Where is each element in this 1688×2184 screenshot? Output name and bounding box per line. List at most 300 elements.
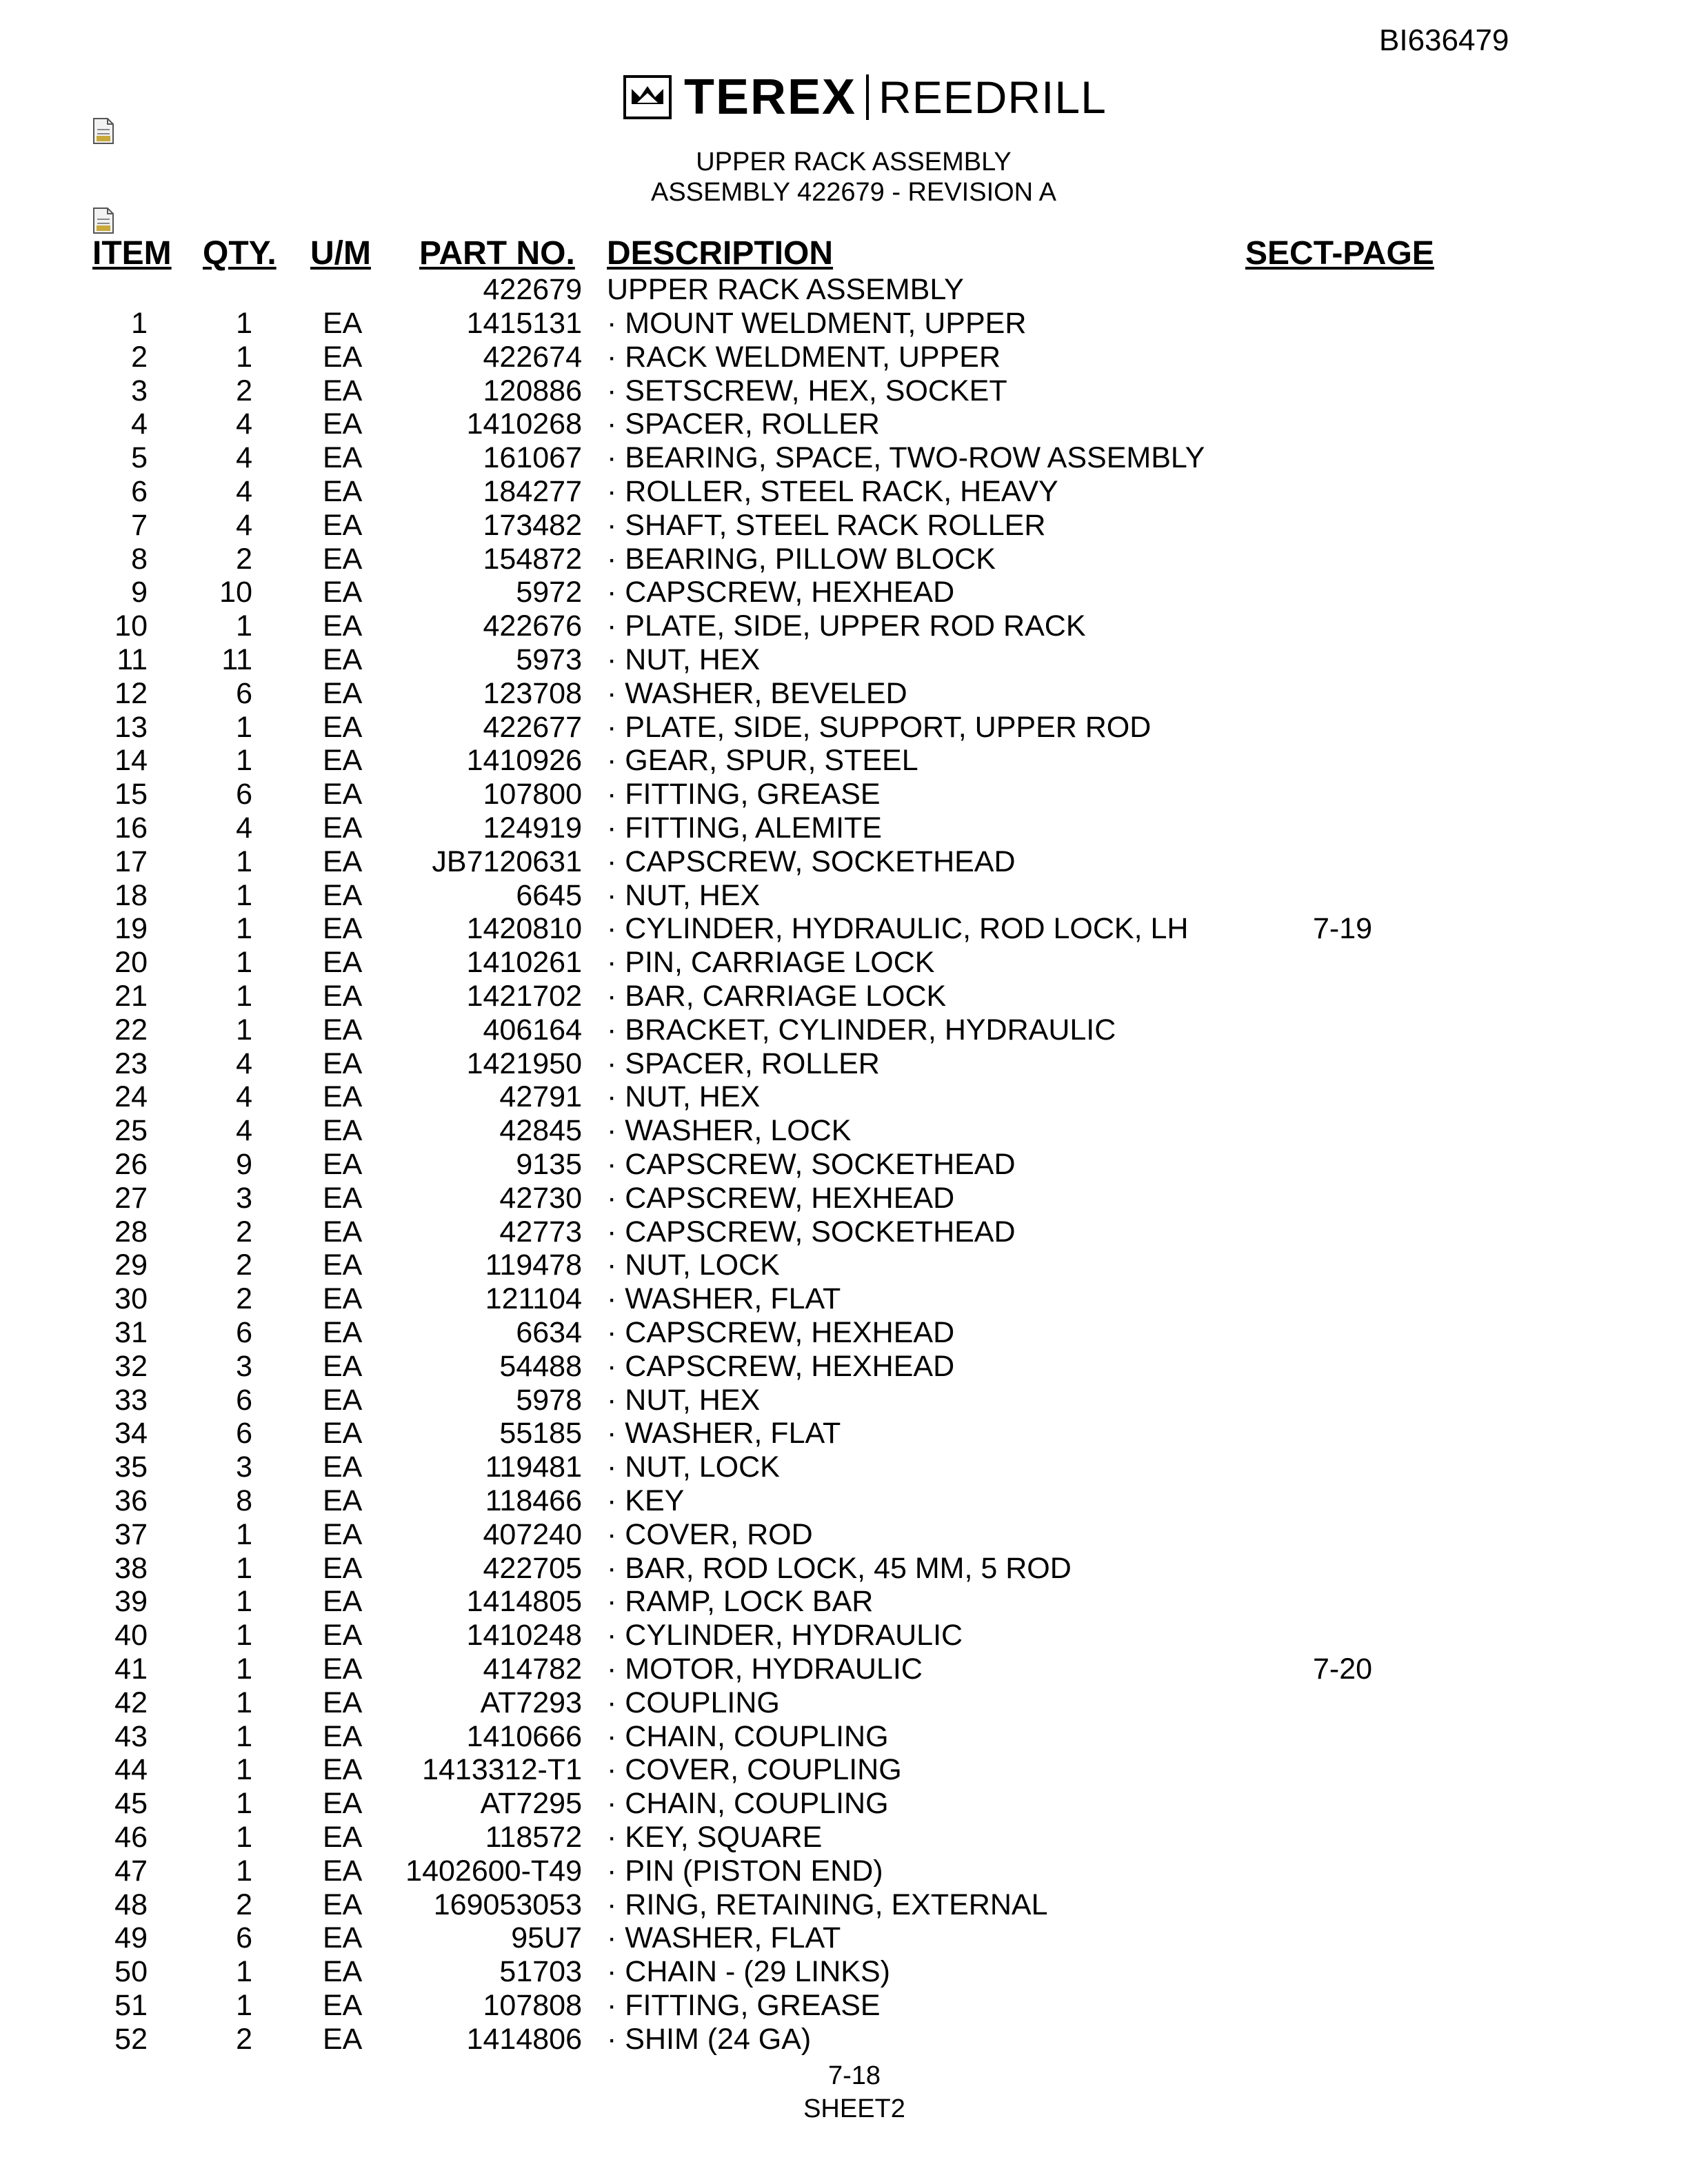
table-row	[0, 1552, 1688, 1585]
item-number: 6	[131, 475, 148, 508]
unit-of-measure: EA	[323, 441, 363, 475]
quantity: 1	[236, 912, 252, 946]
title-line-2: ASSEMBLY 422679 - REVISION A	[651, 178, 1056, 207]
part-number: 124919	[483, 811, 582, 845]
item-number: 50	[114, 1955, 148, 1989]
description: · CHAIN, COUPLING	[607, 1787, 889, 1821]
item-number: 38	[114, 1551, 148, 1585]
unit-of-measure: EA	[323, 1753, 363, 1787]
description: · GEAR, SPUR, STEEL	[607, 744, 918, 778]
table-row	[0, 475, 1688, 508]
item-number: 7	[131, 508, 148, 542]
item-number: 45	[114, 1787, 148, 1821]
part-number: 5978	[516, 1383, 582, 1417]
unit-of-measure: EA	[323, 845, 363, 878]
table-row	[0, 1619, 1688, 1652]
description: · MOTOR, HYDRAULIC	[607, 1652, 923, 1686]
item-number: 3	[131, 374, 148, 407]
item-number: 37	[114, 1517, 148, 1551]
unit-of-measure: EA	[323, 778, 363, 811]
part-number: 154872	[483, 542, 582, 576]
description: · CAPSCREW, HEXHEAD	[607, 1349, 955, 1383]
header-item: ITEM	[92, 235, 172, 272]
item-number: 11	[117, 643, 148, 676]
unit-of-measure: EA	[323, 340, 363, 374]
description: · ROLLER, STEEL RACK, HEAVY	[607, 475, 1058, 508]
part-number: 42845	[499, 1114, 582, 1148]
item-number: 17	[114, 845, 148, 878]
item-number: 31	[114, 1316, 148, 1349]
part-number: 54488	[499, 1349, 582, 1383]
unit-of-measure: EA	[323, 609, 363, 643]
table-row	[0, 609, 1688, 643]
part-number: 5973	[516, 643, 582, 676]
unit-of-measure: EA	[323, 1821, 363, 1854]
unit-of-measure: EA	[323, 1349, 363, 1383]
unit-of-measure: EA	[323, 1013, 363, 1046]
description: · PLATE, SIDE, SUPPORT, UPPER ROD	[607, 710, 1152, 744]
part-number: 406164	[483, 1013, 582, 1046]
quantity: 6	[236, 778, 252, 811]
description: · MOUNT WELDMENT, UPPER	[607, 307, 1027, 340]
quantity: 2	[236, 374, 252, 407]
part-number: 422677	[483, 710, 582, 744]
table-row	[0, 543, 1688, 576]
quantity: 4	[236, 407, 252, 441]
part-number: 118466	[485, 1484, 582, 1517]
unit-of-measure: EA	[323, 1316, 363, 1349]
item-number: 48	[114, 1888, 148, 1921]
unit-of-measure: EA	[323, 643, 363, 676]
quantity: 2	[236, 1282, 252, 1316]
item-number: 35	[114, 1450, 148, 1484]
table-row	[0, 374, 1688, 407]
description: · PLATE, SIDE, UPPER ROD RACK	[607, 609, 1086, 643]
description: · NUT, LOCK	[607, 1450, 780, 1484]
item-number: 51	[114, 1989, 148, 2022]
quantity: 9	[236, 1148, 252, 1181]
description: · COUPLING	[607, 1686, 780, 1719]
table-row	[0, 576, 1688, 609]
unit-of-measure: EA	[323, 1921, 363, 1955]
unit-of-measure: EA	[323, 878, 363, 912]
item-number: 2	[131, 340, 148, 374]
part-number: 407240	[483, 1517, 582, 1551]
unit-of-measure: EA	[323, 1888, 363, 1921]
item-number: 4	[131, 407, 148, 441]
header-description: DESCRIPTION	[607, 235, 834, 272]
description: · KEY	[607, 1484, 685, 1517]
quantity: 1	[236, 1652, 252, 1686]
item-number: 52	[114, 2022, 148, 2056]
part-number: 1414805	[466, 1585, 582, 1619]
page-number: 7-18	[827, 2061, 881, 2090]
unit-of-measure: EA	[323, 1652, 363, 1686]
table-row	[0, 1921, 1688, 1954]
table-row	[0, 407, 1688, 441]
part-number: 55185	[499, 1417, 582, 1450]
part-number: 1413312-T1	[422, 1753, 582, 1787]
unit-of-measure: EA	[323, 407, 363, 441]
quantity: 1	[236, 878, 252, 912]
quantity: 1	[236, 307, 252, 340]
item-number: 47	[114, 1854, 148, 1888]
item-number: 26	[114, 1148, 148, 1181]
part-number: 9135	[516, 1148, 582, 1181]
quantity: 2	[236, 1248, 252, 1282]
terex-crown-logo-icon	[623, 75, 672, 119]
quantity: 11	[221, 643, 252, 676]
quantity: 4	[236, 1080, 252, 1114]
unit-of-measure: EA	[323, 508, 363, 542]
part-number: 422676	[483, 609, 582, 643]
table-row	[0, 946, 1688, 979]
part-number: JB7120631	[432, 845, 582, 878]
description: · CAPSCREW, SOCKETHEAD	[607, 1148, 1016, 1181]
description: · BRACKET, CYLINDER, HYDRAULIC	[607, 1013, 1116, 1046]
unit-of-measure: EA	[323, 1686, 363, 1719]
unit-of-measure: EA	[323, 946, 363, 980]
assembly-description: UPPER RACK ASSEMBLY	[607, 273, 964, 306]
item-number: 27	[114, 1181, 148, 1215]
description: · SHAFT, STEEL RACK ROLLER	[607, 508, 1046, 542]
item-number: 9	[131, 576, 148, 609]
unit-of-measure: EA	[323, 811, 363, 845]
unit-of-measure: EA	[323, 676, 363, 710]
quantity: 6	[236, 1383, 252, 1417]
unit-of-measure: EA	[323, 374, 363, 407]
unit-of-measure: EA	[323, 1181, 363, 1215]
quantity: 1	[236, 1955, 252, 1989]
unit-of-measure: EA	[323, 1585, 363, 1619]
description: · WASHER, BEVELED	[607, 676, 907, 710]
quantity: 4	[236, 1114, 252, 1148]
unit-of-measure: EA	[323, 2022, 363, 2056]
header-um: U/M	[310, 235, 371, 272]
quantity: 1	[236, 1821, 252, 1854]
description: · SETSCREW, HEX, SOCKET	[607, 374, 1007, 407]
unit-of-measure: EA	[323, 1619, 363, 1652]
unit-of-measure: EA	[323, 307, 363, 340]
part-number: 51703	[499, 1955, 582, 1989]
item-number: 20	[114, 946, 148, 980]
part-number: 42791	[499, 1080, 582, 1114]
unit-of-measure: EA	[323, 1046, 363, 1080]
description: · CAPSCREW, HEXHEAD	[607, 1181, 955, 1215]
unit-of-measure: EA	[323, 1383, 363, 1417]
unit-of-measure: EA	[323, 744, 363, 778]
part-number: 119478	[485, 1248, 582, 1282]
part-number: 1421950	[466, 1046, 582, 1080]
table-row	[0, 1080, 1688, 1113]
quantity: 1	[236, 1619, 252, 1652]
quantity: 1	[236, 1787, 252, 1821]
quantity: 1	[236, 1854, 252, 1888]
table-row	[0, 1316, 1688, 1349]
unit-of-measure: EA	[323, 1080, 363, 1114]
table-row	[0, 1013, 1688, 1046]
quantity: 4	[236, 441, 252, 475]
description: · CYLINDER, HYDRAULIC, ROD LOCK, LH	[607, 912, 1189, 946]
unit-of-measure: EA	[323, 1989, 363, 2022]
item-number: 46	[114, 1821, 148, 1854]
part-number: 414782	[483, 1652, 582, 1686]
description: · WASHER, FLAT	[607, 1417, 841, 1450]
item-number: 1	[131, 307, 148, 340]
table-row	[0, 1518, 1688, 1551]
quantity: 4	[236, 508, 252, 542]
description: · CYLINDER, HYDRAULIC	[607, 1619, 963, 1652]
part-number: 107808	[483, 1989, 582, 2022]
part-number: 1402600-T49	[405, 1854, 582, 1888]
terex-reedrill-logo	[623, 70, 1107, 125]
description: · SPACER, ROLLER	[607, 1046, 880, 1080]
part-number: 42773	[499, 1215, 582, 1248]
item-number: 30	[114, 1282, 148, 1316]
part-number: 184277	[483, 475, 582, 508]
item-number: 41	[114, 1652, 148, 1686]
table-row	[0, 1720, 1688, 1753]
quantity: 1	[236, 710, 252, 744]
description: · CHAIN - (29 LINKS)	[607, 1955, 890, 1989]
sect-page: 7-19	[1313, 912, 1373, 946]
description: · NUT, HEX	[607, 1383, 761, 1417]
table-row	[0, 879, 1688, 912]
item-number: 49	[114, 1921, 148, 1955]
unit-of-measure: EA	[323, 1282, 363, 1316]
quantity: 6	[236, 676, 252, 710]
description: · COVER, ROD	[607, 1517, 813, 1551]
table-row	[0, 1215, 1688, 1248]
quantity: 1	[236, 1013, 252, 1046]
table-row	[0, 1652, 1688, 1686]
quantity: 4	[236, 1046, 252, 1080]
item-number: 13	[114, 710, 148, 744]
item-number: 23	[114, 1046, 148, 1080]
table-row	[0, 1047, 1688, 1080]
part-number: AT7295	[480, 1787, 582, 1821]
description: · CAPSCREW, HEXHEAD	[607, 1316, 955, 1349]
item-number: 5	[131, 441, 148, 475]
description: · NUT, HEX	[607, 643, 761, 676]
description: · PIN (PISTON END)	[607, 1854, 883, 1888]
table-row	[0, 1384, 1688, 1417]
part-number: 422705	[483, 1551, 582, 1585]
quantity: 6	[236, 1921, 252, 1955]
description: · FITTING, ALEMITE	[607, 811, 882, 845]
quantity: 1	[236, 1517, 252, 1551]
quantity: 6	[236, 1316, 252, 1349]
item-number: 25	[114, 1114, 148, 1148]
description: · WASHER, FLAT	[607, 1282, 841, 1316]
part-number: 1410926	[466, 744, 582, 778]
description: · FITTING, GREASE	[607, 778, 881, 811]
description: · NUT, HEX	[607, 1080, 761, 1114]
part-number: 95U7	[511, 1921, 582, 1955]
part-number: 120886	[483, 374, 582, 407]
description: · BEARING, PILLOW BLOCK	[607, 542, 996, 576]
item-number: 33	[114, 1383, 148, 1417]
quantity: 2	[236, 1888, 252, 1921]
table-row	[0, 677, 1688, 710]
logo-product: REEDRILL	[878, 72, 1107, 123]
table-row	[0, 1821, 1688, 1854]
unit-of-measure: EA	[323, 1148, 363, 1181]
table-row	[0, 307, 1688, 340]
part-number: 107800	[483, 778, 582, 811]
description: · SHIM (24 GA)	[607, 2022, 812, 2056]
unit-of-measure: EA	[323, 1248, 363, 1282]
quantity: 4	[236, 475, 252, 508]
table-row	[0, 2023, 1688, 2056]
quantity: 3	[236, 1181, 252, 1215]
table-row	[0, 845, 1688, 878]
description: · KEY, SQUARE	[607, 1821, 823, 1854]
header-qty: QTY.	[203, 235, 277, 272]
quantity: 2	[236, 1215, 252, 1248]
table-row	[0, 1888, 1688, 1921]
unit-of-measure: EA	[323, 1955, 363, 1989]
table-row	[0, 341, 1688, 374]
table-row	[0, 1282, 1688, 1315]
quantity: 1	[236, 1989, 252, 2022]
part-number: 6645	[516, 878, 582, 912]
assembly-part-no: 422679	[483, 273, 582, 306]
table-row	[0, 980, 1688, 1013]
item-number: 39	[114, 1585, 148, 1619]
quantity: 1	[236, 1585, 252, 1619]
quantity: 2	[236, 542, 252, 576]
sect-page: 7-20	[1313, 1652, 1373, 1686]
description: · COVER, COUPLING	[607, 1753, 902, 1787]
item-number: 16	[114, 811, 148, 845]
quantity: 3	[236, 1349, 252, 1383]
table-row	[0, 1484, 1688, 1517]
table-row	[0, 1450, 1688, 1484]
table-row	[0, 711, 1688, 744]
item-number: 28	[114, 1215, 148, 1248]
document-icon[interactable]	[91, 207, 116, 234]
part-number: AT7293	[480, 1686, 582, 1719]
unit-of-measure: EA	[323, 980, 363, 1013]
part-number: 1410666	[466, 1719, 582, 1753]
table-row	[0, 1182, 1688, 1215]
item-number: 21	[114, 980, 148, 1013]
description: · WASHER, LOCK	[607, 1114, 852, 1148]
table-row	[0, 1753, 1688, 1786]
header-sect-page: SECT-PAGE	[1245, 235, 1434, 272]
unit-of-measure: EA	[323, 1551, 363, 1585]
table-row	[0, 1989, 1688, 2022]
logo-brand: TEREX	[684, 70, 857, 125]
quantity: 1	[236, 340, 252, 374]
table-row	[0, 441, 1688, 474]
quantity: 1	[236, 744, 252, 778]
description: · BAR, ROD LOCK, 45 MM, 5 ROD	[607, 1551, 1072, 1585]
unit-of-measure: EA	[323, 1719, 363, 1753]
quantity: 10	[219, 576, 252, 609]
item-number: 44	[114, 1753, 148, 1787]
description: · FITTING, GREASE	[607, 1989, 881, 2022]
part-number: 118572	[485, 1821, 582, 1854]
quantity: 1	[236, 980, 252, 1013]
table-row	[0, 1854, 1688, 1888]
table-row	[0, 1686, 1688, 1719]
item-number: 34	[114, 1417, 148, 1450]
part-number: 1421702	[466, 980, 582, 1013]
item-number: 10	[114, 609, 148, 643]
part-number: 169053053	[433, 1888, 582, 1921]
table-row	[0, 1114, 1688, 1147]
description: · NUT, LOCK	[607, 1248, 780, 1282]
item-number: 18	[114, 878, 148, 912]
description: · PIN, CARRIAGE LOCK	[607, 946, 935, 980]
part-number: 123708	[483, 676, 582, 710]
quantity: 4	[236, 811, 252, 845]
table-row	[0, 1350, 1688, 1383]
document-icon[interactable]	[91, 117, 116, 145]
item-number: 15	[114, 778, 148, 811]
unit-of-measure: EA	[323, 1450, 363, 1484]
unit-of-measure: EA	[323, 542, 363, 576]
item-number: 29	[114, 1248, 148, 1282]
part-number: 1410261	[466, 946, 582, 980]
part-number: 121104	[485, 1282, 582, 1316]
item-number: 22	[114, 1013, 148, 1046]
description: · NUT, HEX	[607, 878, 761, 912]
part-number: 161067	[483, 441, 582, 475]
table-row	[0, 744, 1688, 777]
quantity: 1	[236, 609, 252, 643]
quantity: 1	[236, 845, 252, 878]
table-row	[0, 1955, 1688, 1988]
part-number: 1410268	[466, 407, 582, 441]
description: · SPACER, ROLLER	[607, 407, 880, 441]
table-row	[0, 1787, 1688, 1820]
unit-of-measure: EA	[323, 1787, 363, 1821]
quantity: 1	[236, 1551, 252, 1585]
quantity: 6	[236, 1417, 252, 1450]
part-number: 5972	[516, 576, 582, 609]
item-number: 32	[114, 1349, 148, 1383]
description: · BAR, CARRIAGE LOCK	[607, 980, 947, 1013]
description: · CAPSCREW, SOCKETHEAD	[607, 845, 1016, 878]
part-number: 173482	[483, 508, 582, 542]
unit-of-measure: EA	[323, 912, 363, 946]
description: · CAPSCREW, HEXHEAD	[607, 576, 955, 609]
unit-of-measure: EA	[323, 576, 363, 609]
quantity: 1	[236, 946, 252, 980]
unit-of-measure: EA	[323, 710, 363, 744]
quantity: 1	[236, 1719, 252, 1753]
description: · WASHER, FLAT	[607, 1921, 841, 1955]
sheet-label: SHEET2	[803, 2094, 905, 2123]
title-line-1: UPPER RACK ASSEMBLY	[696, 148, 1012, 176]
logo-divider	[866, 74, 869, 120]
item-number: 14	[114, 744, 148, 778]
part-number: 422674	[483, 340, 582, 374]
item-number: 36	[114, 1484, 148, 1517]
quantity: 1	[236, 1686, 252, 1719]
part-number: 1414806	[466, 2022, 582, 2056]
description: · BEARING, SPACE, TWO-ROW ASSEMBLY	[607, 441, 1205, 475]
quantity: 2	[236, 2022, 252, 2056]
part-number: 1420810	[466, 912, 582, 946]
unit-of-measure: EA	[323, 1484, 363, 1517]
item-number: 8	[131, 542, 148, 576]
item-number: 43	[114, 1719, 148, 1753]
description: · RING, RETAINING, EXTERNAL	[607, 1888, 1048, 1921]
